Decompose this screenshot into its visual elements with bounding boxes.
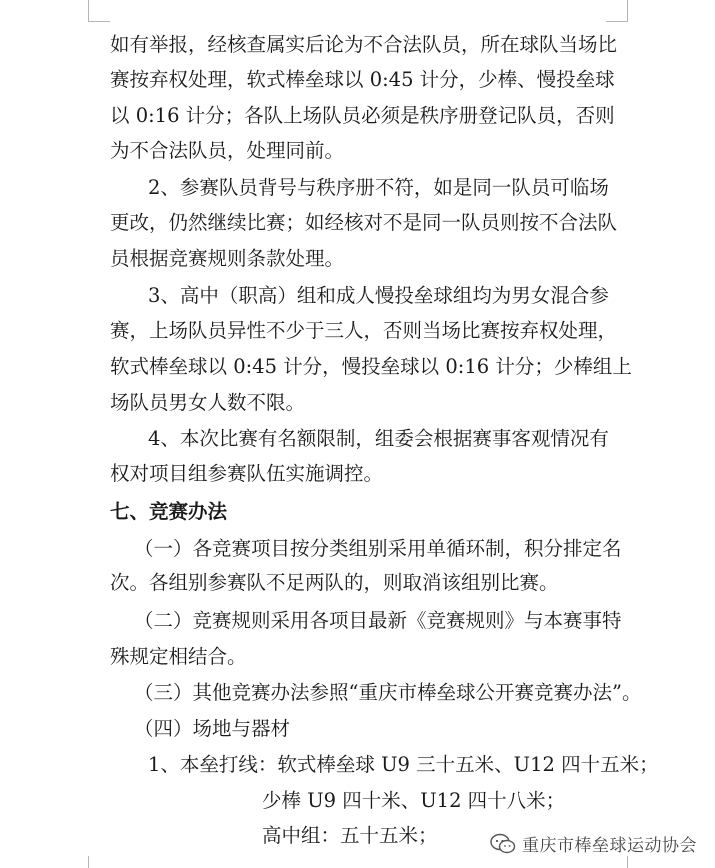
text-line: 权对项目组参赛队伍实施调控。 (110, 462, 384, 485)
text-line: 为不合法队员，处理同前。 (110, 139, 345, 162)
text-line: 员根据竞赛规则条款处理。 (110, 247, 345, 270)
text-line: 殊规定相结合。 (110, 645, 247, 668)
wechat-icon (490, 833, 516, 855)
text-line: 场队员男女人数不限。 (110, 391, 306, 414)
text-line: 2、参赛队员背号与秩序册不符，如是同一队员可临场 (148, 176, 609, 199)
crop-mark-bottom-right (627, 856, 628, 868)
text-line: 1、本垒打线：软式棒垒球 U9 三十五米、U12 四十五米； (148, 753, 659, 776)
text-line: 次。各组别参赛队不足两队的，则取消该组别比赛。 (110, 571, 559, 594)
text-line: （二）竞赛规则采用各项目最新《竞赛规则》与本赛事特 (134, 609, 622, 632)
crop-mark-left-h (88, 21, 110, 22)
section-heading: 七、竞赛办法 (110, 500, 228, 523)
text-line: （三）其他竞赛办法参照“重庆市棒垒球公开赛竞赛办法”。 (134, 681, 642, 704)
crop-mark-bottom-left (88, 856, 89, 868)
text-line: 高中组：五十五米； (262, 824, 438, 847)
text-line: 赛，上场队员异性不少于三人，否则当场比赛按弃权处理， (110, 319, 618, 342)
text-line: 少棒 U9 四十米、U12 四十八米； (262, 789, 566, 812)
text-line: 软式棒垒球以 0:45 计分，慢投垒球以 0:16 计分；少棒组上 (110, 355, 632, 378)
text-line: 赛按弃权处理，软式棒垒球以 0:45 计分，少棒、慢投垒球 (110, 68, 615, 91)
crop-mark-right-h (606, 21, 628, 22)
text-line: 4、本次比赛有名额限制，组委会根据赛事客观情况有 (148, 427, 609, 450)
text-line: 如有举报，经核查属实后论为不合法队员，所在球队当场比 (110, 33, 618, 56)
text-line: 3、高中（职高）组和成人慢投垒球组均为男女混合参 (148, 284, 609, 307)
text-line: 更改，仍然继续比赛；如经核对不是同一队员则按不合法队 (110, 211, 618, 234)
text-line: 以 0:16 计分；各队上场队员必须是秩序册登记队员，否则 (110, 104, 615, 127)
crop-mark-right (627, 0, 628, 22)
text-line: （一）各竞赛项目按分类组别采用单循环制，积分排定名 (134, 537, 622, 560)
watermark-text: 重庆市棒垒球运动协会 (522, 836, 697, 856)
text-line: （四）场地与器材 (134, 717, 291, 740)
watermark (490, 831, 697, 856)
crop-mark-left (88, 0, 89, 22)
